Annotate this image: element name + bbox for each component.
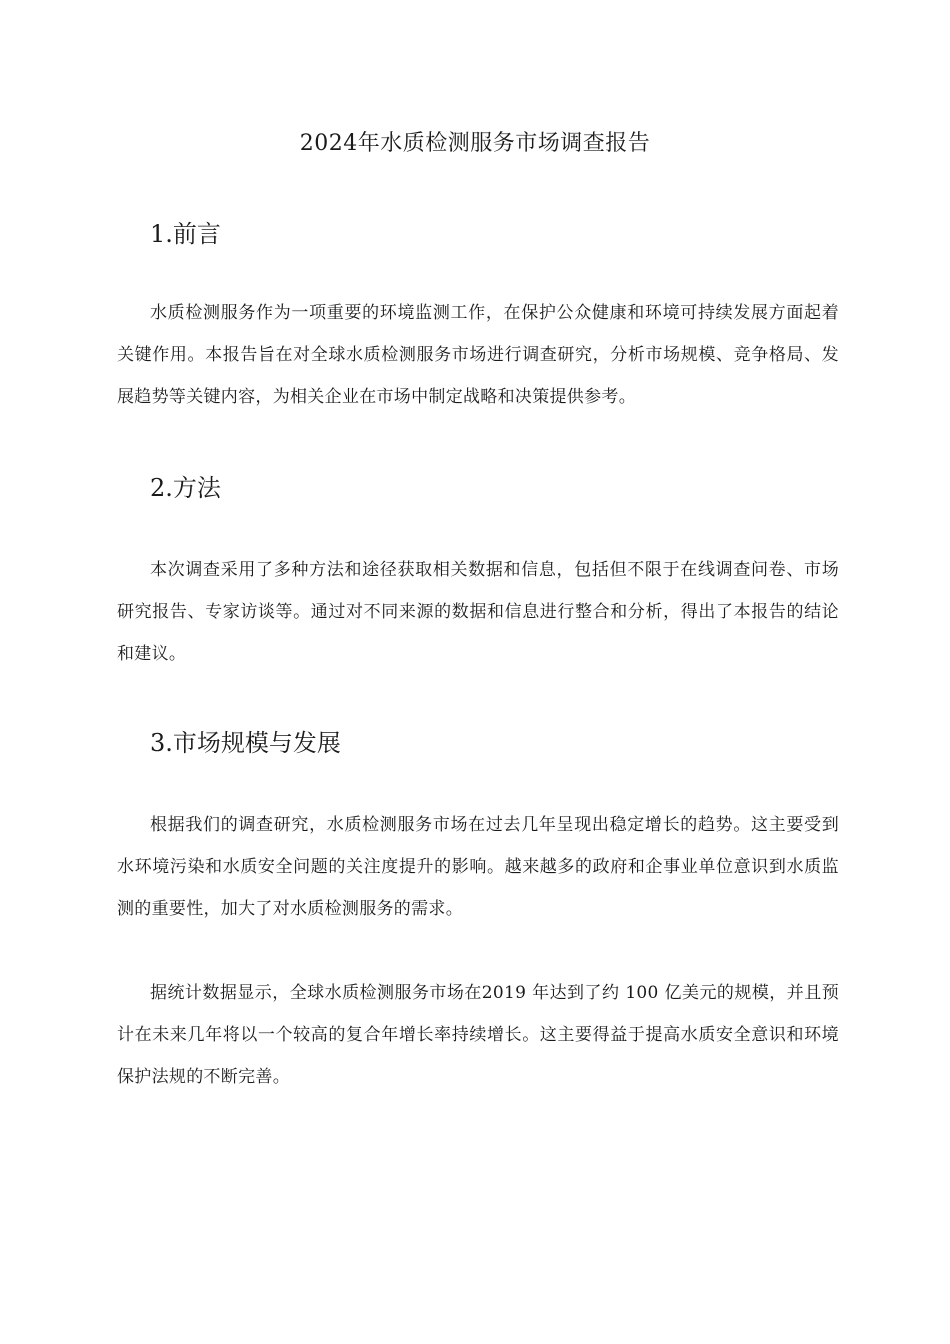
section-heading-methods: 2.方法 [150, 474, 221, 502]
paragraph-preface: 水质检测服务作为一项重要的环境监测工作，在保护公众健康和环境可持续发展方面起着关键作用。本报告旨在对全球水质检测服务市场进行调查研究，分析市场规模、竞争格局、发展趋势等关键内容，为相关企业在市场中制定战略和决策提供参考。 [117, 303, 839, 407]
paragraph-methods: 本次调查采用了多种方法和途径获取相关数据和信息，包括但不限于在线调查问卷、市场研究报告、专家访谈等。通过对不同来源的数据和信息进行整合和分析，得出了本报告的结论和建议。 [117, 560, 839, 664]
section-heading-preface: 1.前言 [150, 220, 221, 248]
document-title: 2024年水质检测服务市场调查报告 [299, 131, 651, 156]
paragraph-market-statistics: 据统计数据显示，全球水质检测服务市场在2019 年达到了约 100 亿美元的规模，并且预计在未来几年将以一个较高的复合年增长率持续增长。这主要得益于提高水质安全意识和环境保护法规的不断完善。 [117, 983, 839, 1087]
section-heading-market-size: 3.市场规模与发展 [150, 729, 341, 757]
paragraph-market-growth: 根据我们的调查研究，水质检测服务市场在过去几年呈现出稳定增长的趋势。这主要受到水环境污染和水质安全问题的关注度提升的影响。越来越多的政府和企事业单位意识到水质监测的重要性，加大了对水质检测服务的需求。 [117, 815, 839, 919]
